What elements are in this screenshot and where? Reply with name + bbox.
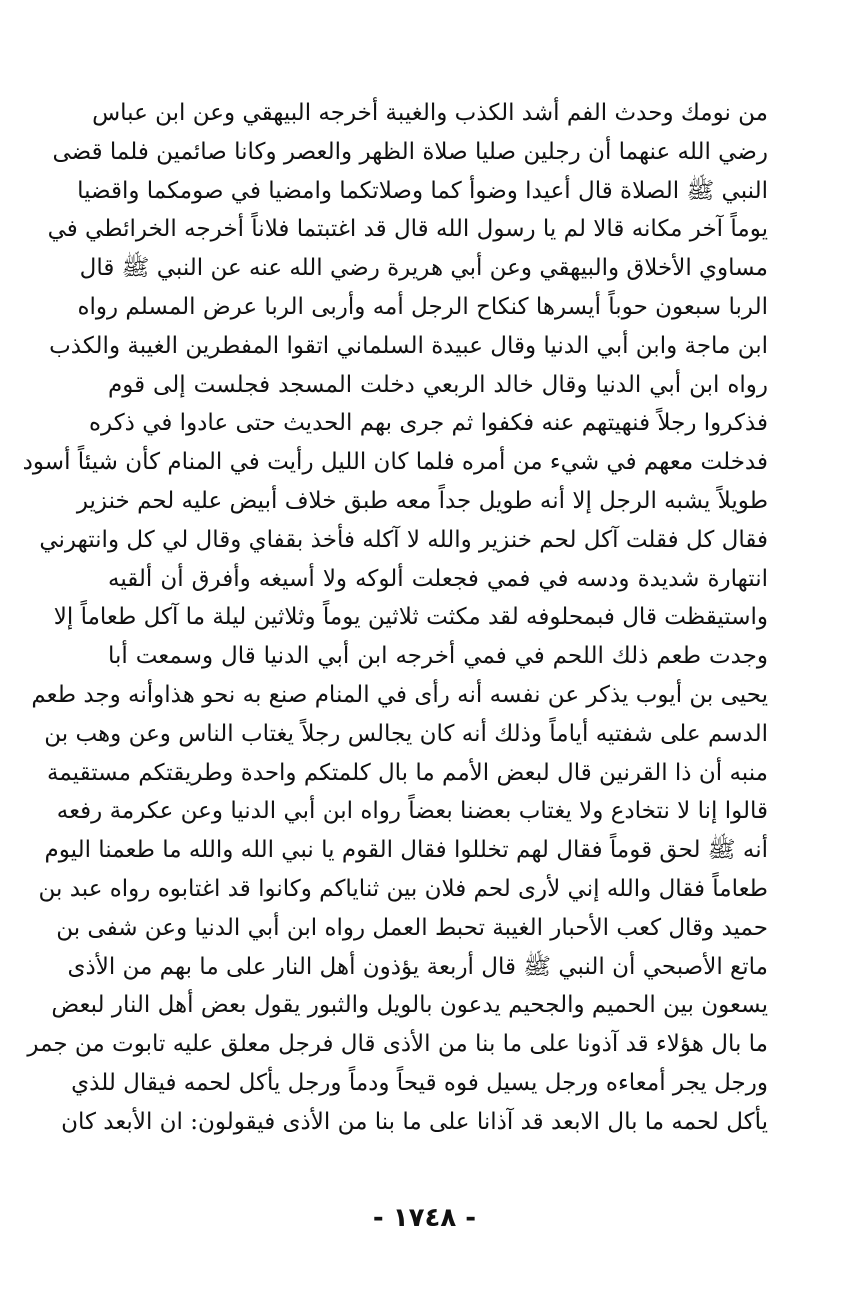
text-line: مساوي الأخلاق والبيهقي وعن أبي هريرة رضي الله عنه عن النبي ﷺ قال: [79, 255, 768, 282]
text-line: يوماً آخر مكانه قالا لم يا رسول الله قال قد اغتبتما فلاناً أخرجه الخرائطي في: [47, 216, 768, 243]
text-line: أنه ﷺ لحق قوماً فقال لهم تخللوا فقال القوم يا نبي الله والله ما طعمنا اليوم: [44, 837, 768, 864]
text-line: منبه أن ذا القرنين قال لبعض الأمم ما بال كلمتكم واحدة وطريقتكم مستقيمة: [47, 759, 768, 786]
text-line: طويلاً يشبه الرجل إلا أنه طويل جداً معه طبق خلاف أبيض عليه لحم خنزير: [76, 487, 768, 514]
text-line: رواه ابن أبي الدنيا وقال خالد الربعي دخلت المسجد فجلست إلى قوم: [108, 371, 768, 398]
text-line: الدسم على شفتيه أياماً وذلك أنه كان يجالس رجلاً يغتاب الناس وعن وهب بن: [44, 720, 768, 747]
text-line: ابن ماجة وابن أبي الدنيا وقال عبيدة السلماني اتقوا المفطرين الغيبة والكذب: [49, 332, 768, 359]
text-line: انتهارة شديدة ودسه في فمي فجعلت ألوكه ولا أسيغه وأفرق أن ألقيه: [108, 565, 768, 592]
text-line: ما بال هؤلاء قد آذونا على ما بنا من الأذى قال فرجل معلق عليه تابوت من جمر: [27, 1031, 768, 1058]
text-line: فقال كل فقلت آكل لحم خنزير والله لا آكله فأخذ بقفاي وقال لي كل وانتهرني: [39, 526, 768, 553]
text-line: من نومك وحدث الفم أشد الكذب والغيبة أخرجه البيهقي وعن ابن عباس: [92, 100, 768, 126]
page-body-text: [22, 94, 768, 1142]
text-line: فذكروا رجلاً فنهيتهم عنه فكفوا ثم جرى بهم الحديث حتى عادوا في ذكره: [88, 410, 768, 437]
text-line: حميد وقال كعب الأحبار الغيبة تحبط العمل رواه ابن أبي الدنيا وعن شفى بن: [56, 914, 768, 941]
text-line: وجدت طعم ذلك اللحم في فمي أخرجه ابن أبي الدنيا قال وسمعت أبا: [108, 643, 768, 670]
text-line: يأكل لحمه ما بال الابعد قد آذانا على ما بنا من الأذى فيقولون: ان الأبعد كان: [61, 1108, 768, 1135]
text-line: طعاماً فقال والله إني لأرى لحم فلان بين ثناياكم وكانوا قد اغتابوه رواه عبد بن: [38, 875, 768, 902]
text-line: قالوا إنا لا نتخادع ولا يغتاب بعضنا بعضاً رواه ابن أبي الدنيا وعن عكرمة رفعه: [56, 798, 768, 825]
text-line: ماتع الأصبحي أن النبي ﷺ قال أربعة يؤذون أهل النار على ما بهم من الأذى: [67, 953, 768, 980]
text-line: الربا سبعون حوباً أيسرها كنكاح الرجل أمه وأربى الربا عرض المسلم رواه: [77, 293, 768, 320]
text-line: فدخلت معهم في شيء من أمره فلما كان الليل رأيت في المنام كأن شيئاً أسود: [22, 449, 768, 476]
text-line: يحيى بن أيوب يذكر عن نفسه أنه رأى في المنام صنع به نحو هذاوأنه وجد طعم: [31, 681, 768, 708]
text-line: النبي ﷺ الصلاة قال أعيدا وضوأ كما وصلاتكما وامضيا في صومكما واقضيا: [77, 177, 768, 204]
text-line: رضي الله عنهما أن رجلين صليا صلاة الظهر والعصر وكانا صائمين فلما قضى: [52, 138, 768, 165]
text-line: يسعون بين الحميم والجحيم يدعون بالويل والثبور يقول بعض أهل النار لبعض: [51, 992, 768, 1019]
text-line: واستيقظت قال فبمحلوفه لقد مكثت ثلاثين يوماً وثلاثين ليلة ما آكل طعاماً إلا: [53, 604, 768, 631]
page-number: - ١٧٤٨ -: [372, 1203, 477, 1233]
text-line: ورجل يجر أمعاءه ورجل يسيل فوه قيحاً ودماً ورجل يأكل لحمه فيقال للذي: [71, 1069, 768, 1096]
